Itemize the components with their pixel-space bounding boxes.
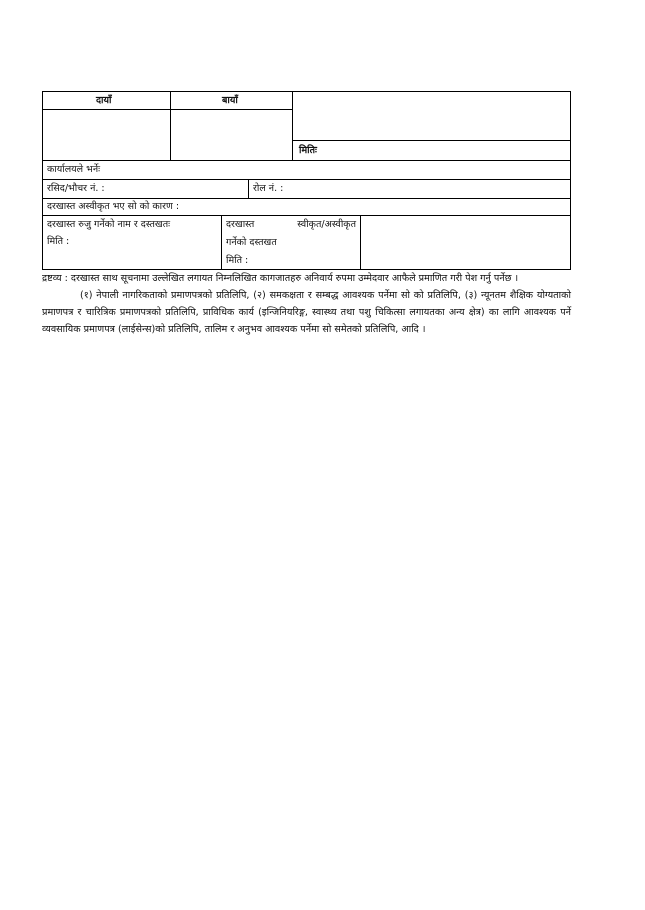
receipt-number-label: रसिद/भौचर नं. : <box>47 183 105 194</box>
divider <box>292 140 571 141</box>
divider <box>360 215 361 269</box>
approver-date-label: मिति : <box>226 255 249 266</box>
office-use-label: कार्यालयले भर्नेः <box>47 164 101 175</box>
note-intro: द्रष्टव्य : दरखास्त साथ सूचनामा उल्लेखित लगायत निम्नलिखित कागजातहरु अनिवार्य रुपमा उम्मेदवार आफैले प्रमाणित गरी पेश गर्नु पर्नेछ । <box>42 273 519 284</box>
verifier-date-label: मिति : <box>47 236 70 247</box>
date-label: मितिः <box>299 145 317 156</box>
divider <box>248 179 249 198</box>
receipt-roll-row <box>42 179 571 199</box>
left-thumb-header: बायाँ <box>222 95 238 106</box>
approver-label-line2: गर्नेको दस्तखत <box>226 237 277 248</box>
verifier-name-signature-label: दरखास्त रुजु गर्नेको नाम र दस्तखतः <box>47 219 171 230</box>
divider <box>292 91 293 160</box>
note-document-list: (१) नेपाली नागरिकताको प्रमाणपत्रको प्रतिलिपि, (२) समकक्षता र सम्बद्ध आवश्यक पर्नेमा सो को प्रतिलिपि, (३) न्यूनतम शैक्षिक योग्यताको प्रमाणपत्र र चारित्रिक प्रमाणपत्रको प्रतिलिपि, प्राविधिक कार्य (इन्जिनियरिङ्ग, स्वास्थ्य तथा पशु चिकित्सा लगायतका अन्य क्षेत्र) का लागि आवश्यक पर्ने व्यवसायिक प्रमाणपत्र (लाईसेन्स)को प्रतिलिपि, तालिम र अनुभव आवश्यक पर्नेमा सो समेतको प्रतिलिपि, आदि । <box>42 290 571 335</box>
divider <box>170 91 171 160</box>
right-thumb-header: दायाँ <box>96 95 112 106</box>
divider <box>221 215 222 269</box>
approver-label-line1: दरखास्त स्वीकृत/अस्वीकृत <box>226 219 356 230</box>
rejection-reason-label: दरखास्त अस्वीकृत भए सो को कारण : <box>47 201 180 212</box>
roll-number-label: रोल नं. : <box>253 183 284 194</box>
office-use-row <box>42 160 571 180</box>
document-note <box>42 270 571 338</box>
divider <box>42 109 293 110</box>
